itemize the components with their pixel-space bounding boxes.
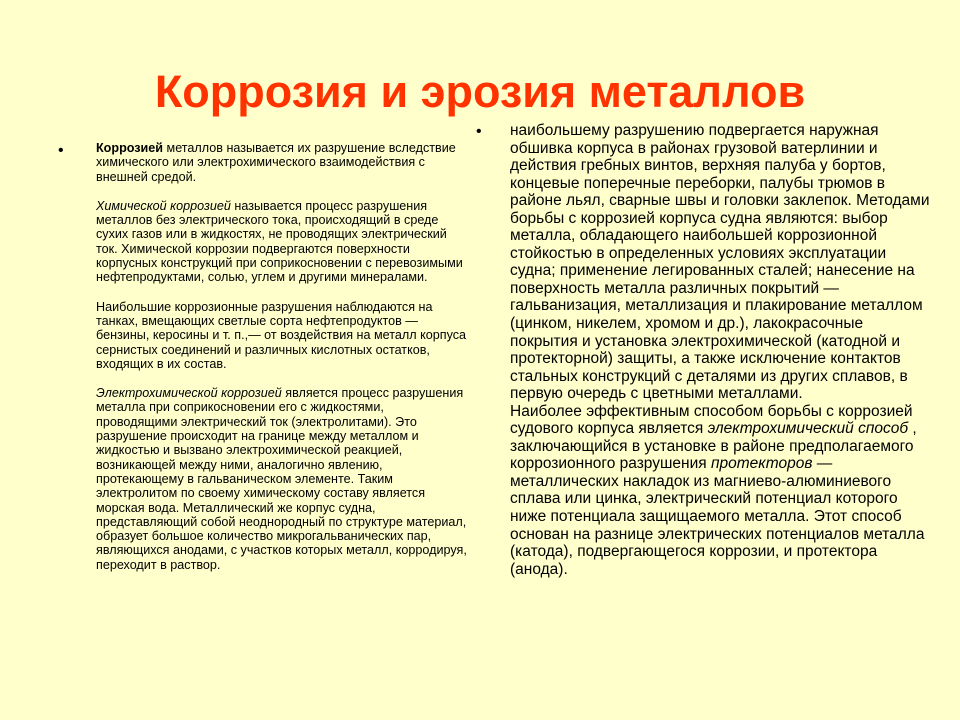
slide-title: Коррозия и эрозия металлов xyxy=(154,66,806,117)
chemical-corrosion-text: называется процесс разрушения металлов без электрического тока, происходящий в среде сухих газов или в жидкостях, не проводящих электрический ток. Химической коррозии подвергаются поверхности корпусных конструкций при соприкосновении с перевозимыми нефтепродуктами, солью, углем и другими минералами. xyxy=(96,198,463,285)
electrochemical-method-term: электрохимический способ xyxy=(707,420,909,438)
protection-text-a: Наиболее эффективным способом борьбы с коррозией судового корпуса является xyxy=(510,402,913,438)
electrochemical-corrosion-term: Электрохимической коррозией xyxy=(96,386,282,401)
protection-text-b: , заключающийся в установке в районе предполагаемого коррозионного разрушения xyxy=(510,420,917,473)
right-column xyxy=(510,122,935,578)
protectors-term: протекторов xyxy=(710,455,813,473)
chemical-corrosion-term: Химической коррозией xyxy=(96,198,231,213)
tank-corrosion-paragraph: Наибольшие коррозионные разрушения наблюдаются на танках, вмещающих светлые сорта нефтепродуктов — бензины, керосины и т. п.,— от воздействия на металл корпуса сернистых соединений и различных кислотных остатков, входящих в их состав. xyxy=(96,299,467,371)
corrosion-definition-paragraph xyxy=(96,141,468,184)
right-bullet: • xyxy=(476,123,482,140)
electrochemical-corrosion-paragraph xyxy=(96,386,468,572)
damage-areas-and-methods-paragraph: наибольшему разрушению подвергается наружная обшивка корпуса в районах грузовой ватерлинии и действия гребных винтов, верхняя палуба у бортов, концевые поперечные переборки, палубы трюмов в районе льял, сварные швы и головки заклепок. Методами борьбы с коррозией корпуса судна являются: выбор металла, обладающего наибольшей коррозионной стойкостью в определенных условиях эксплуатации судна; применение легированных сталей; нанесение на поверхность металла различных покрытий — гальванизация, металлизация и плакирование металлом (цинком, никелем, хромом и др.), лакокрасочные покрытия и установка электрохимической (катодной и протекторной) защиты, а также исключение контактов стальных конструкций с деталями из других сплавов, в первую очередь с цветными металлами. xyxy=(510,122,930,403)
corrosion-definition-text: металлов называется их разрушение вследствие химического или электрохимического взаимодействия с внешней средой. xyxy=(96,141,456,184)
protection-text-c: — металлических накладок из магниево-алюминиевого сплава или цинка, электрический потенциал которого ниже потенциала защищаемого металла. Этот способ основан на разнице электрических потенциалов металла (катода), подвергающегося коррозии, и протектора (анода). xyxy=(510,455,925,578)
electrochemical-protection-paragraph xyxy=(510,403,935,578)
left-bullet: • xyxy=(58,142,64,159)
left-column xyxy=(96,141,468,587)
corrosion-term: Коррозией xyxy=(96,141,164,155)
electrochemical-corrosion-text: является процесс разрушения металла при соприкосновении его с жидкостями, проводящими электрический ток (электролитами). Это разрушение происходит на границе между металлом и жидкостью и вызвано электрохимической реакцией, возникающей между ними, аналогично явлению, протекающему в гальваническом элементе. Таким электролитом по своему химическому составу является морская вода. Металлический же корпус судна, представляющий собой неоднородный по структуре материал, образует большое количество микрогальванических пар, являющихся анодами, с участков которых металл, корродируя, переходит в раствор. xyxy=(96,386,467,572)
chemical-corrosion-paragraph xyxy=(96,199,468,285)
